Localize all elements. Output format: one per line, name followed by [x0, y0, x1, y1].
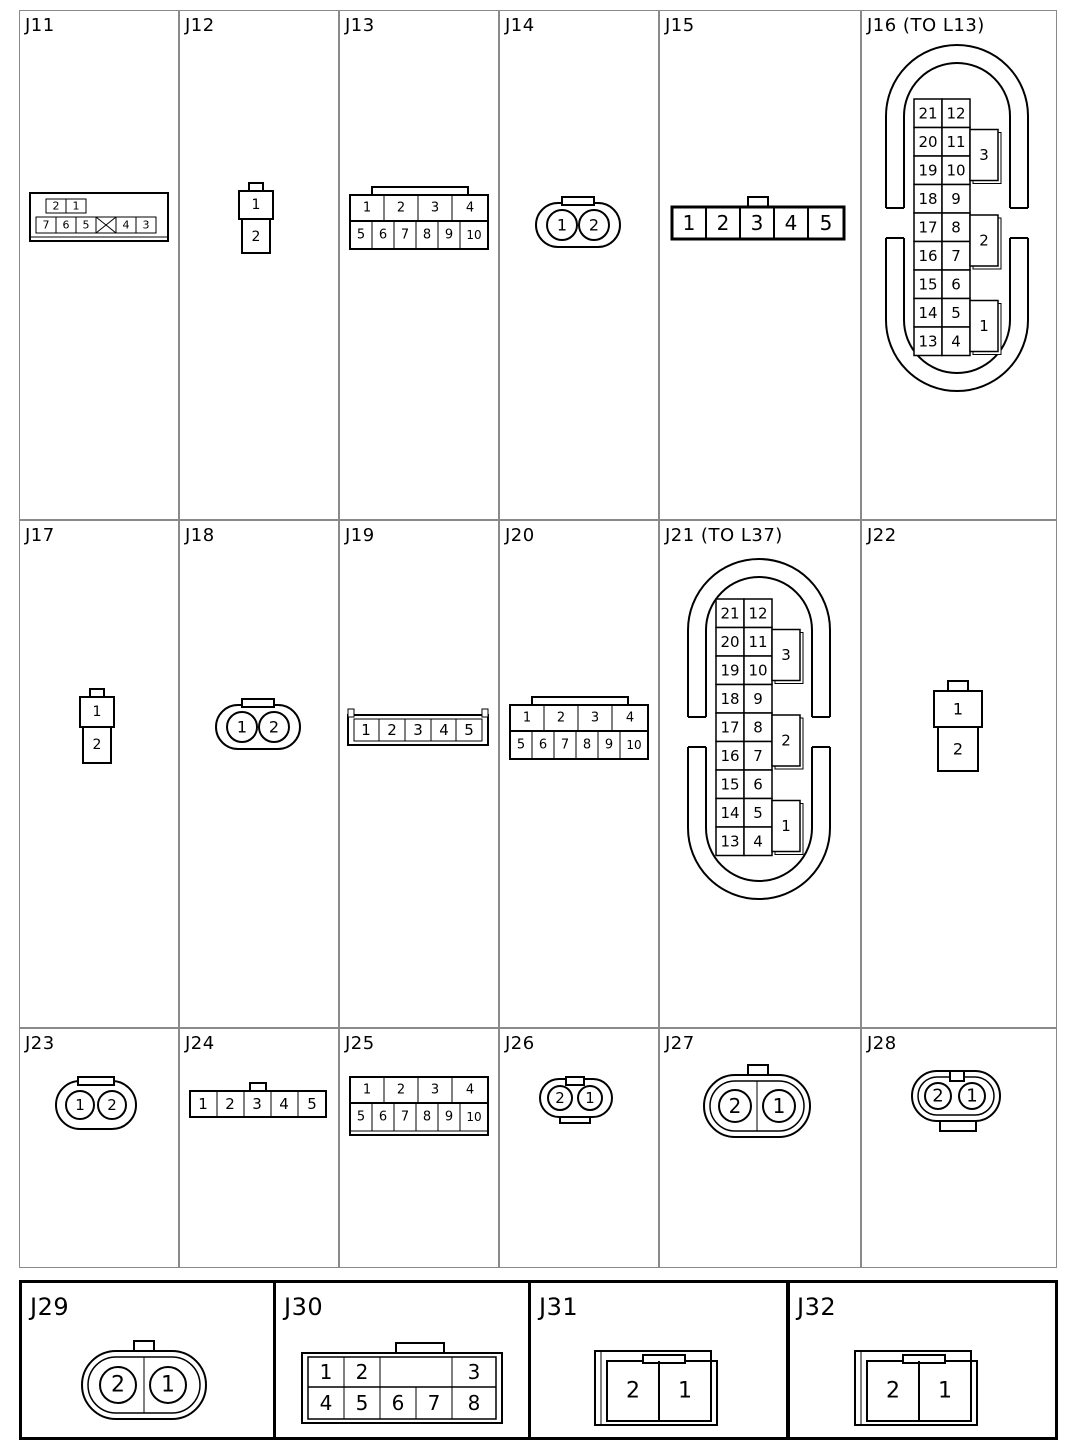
pin-label: 10: [946, 161, 966, 180]
pin-label: 15: [720, 775, 740, 794]
pin-label: 21: [720, 604, 740, 623]
svg-text:3: 3: [413, 721, 423, 739]
pin-label: 12: [946, 104, 966, 123]
pin-label: 15: [918, 275, 938, 294]
svg-text:5: 5: [307, 1095, 317, 1113]
pin-label: 4: [951, 332, 961, 351]
svg-text:3: 3: [750, 211, 764, 235]
pin-label: 12: [748, 604, 768, 623]
svg-text:1: 1: [682, 211, 696, 235]
svg-text:2: 2: [588, 215, 600, 235]
connector-cell-j16: [861, 10, 1057, 520]
pin-label: 13: [918, 332, 938, 351]
svg-text:7: 7: [560, 737, 570, 753]
svg-text:3: 3: [142, 218, 150, 232]
svg-text:7: 7: [400, 1109, 410, 1125]
svg-text:3: 3: [430, 1082, 440, 1098]
svg-text:5: 5: [356, 227, 366, 243]
svg-text:4: 4: [465, 200, 475, 216]
svg-text:2: 2: [92, 737, 102, 753]
connector-j25-diagram: [348, 1073, 492, 1139]
svg-text:6: 6: [391, 1391, 405, 1415]
svg-text:6: 6: [378, 227, 388, 243]
connector-label: J11: [25, 15, 55, 36]
connector-cell-j28: [861, 1028, 1057, 1268]
pin-label: 10: [748, 661, 768, 680]
connector-label: J20: [505, 525, 535, 546]
connector-j16-diagram: [884, 43, 1034, 395]
connector-label: J23: [25, 1033, 55, 1054]
svg-text:2: 2: [52, 199, 60, 213]
pin-label: 5: [951, 303, 961, 322]
svg-text:4: 4: [439, 721, 449, 739]
side-pin-label: 2: [979, 231, 989, 250]
svg-text:7: 7: [42, 218, 50, 232]
pin-label: 6: [753, 775, 763, 794]
connector-label: J18: [185, 525, 215, 546]
connector-label: J27: [665, 1033, 695, 1054]
connector-cell-j27: [659, 1028, 861, 1268]
connector-cell-j26: [499, 1028, 659, 1268]
connector-label: J14: [505, 15, 535, 36]
svg-text:2: 2: [555, 1089, 565, 1107]
connector-j27-diagram: [702, 1063, 816, 1143]
svg-text:7: 7: [427, 1391, 441, 1415]
svg-text:2: 2: [387, 721, 397, 739]
pin-label: 5: [753, 803, 763, 822]
svg-text:1: 1: [556, 215, 568, 235]
svg-text:2: 2: [556, 710, 566, 726]
svg-text:2: 2: [396, 200, 406, 216]
svg-text:10: 10: [626, 738, 642, 752]
connector-label: J21 (TO L37): [665, 525, 783, 546]
svg-text:1: 1: [362, 200, 372, 216]
svg-text:1: 1: [92, 704, 102, 720]
svg-text:2: 2: [268, 717, 280, 737]
connector-label: J29: [30, 1293, 70, 1321]
svg-text:2: 2: [626, 1378, 640, 1404]
pin-label: 18: [918, 189, 938, 208]
pin-label: 17: [918, 218, 938, 237]
svg-text:6: 6: [538, 737, 548, 753]
connector-j29-diagram: [80, 1339, 210, 1425]
pin-label: 7: [951, 246, 961, 265]
svg-text:7: 7: [400, 227, 410, 243]
connector-cell-j31: [528, 1280, 790, 1440]
svg-text:1: 1: [522, 710, 532, 726]
side-pin-label: 2: [781, 731, 791, 750]
pin-label: 7: [753, 746, 763, 765]
connector-label: J19: [345, 525, 375, 546]
svg-text:10: 10: [466, 228, 482, 242]
connector-label: J22: [867, 525, 897, 546]
svg-text:9: 9: [604, 737, 614, 753]
svg-text:5: 5: [82, 218, 90, 232]
connector-label: J26: [505, 1033, 535, 1054]
svg-text:1: 1: [72, 199, 80, 213]
svg-text:1: 1: [236, 717, 248, 737]
connector-cell-j21: [659, 520, 861, 1028]
svg-text:4: 4: [319, 1391, 333, 1415]
svg-text:1: 1: [952, 699, 964, 719]
pin-label: 21: [918, 104, 938, 123]
svg-text:1: 1: [362, 1082, 372, 1098]
svg-text:1: 1: [161, 1372, 175, 1398]
svg-text:5: 5: [516, 737, 526, 753]
pin-label: 4: [753, 832, 763, 851]
connector-label: J24: [185, 1033, 215, 1054]
pin-label: 6: [951, 275, 961, 294]
connector-cell-j13: [339, 10, 499, 520]
pin-label: 11: [946, 132, 966, 151]
pin-label: 17: [720, 718, 740, 737]
pin-label: 8: [753, 718, 763, 737]
svg-text:8: 8: [422, 227, 432, 243]
pin-label: 9: [951, 189, 961, 208]
connector-cell-j29: [19, 1280, 276, 1440]
connector-cell-j15: [659, 10, 861, 520]
svg-text:9: 9: [444, 1109, 454, 1125]
svg-text:2: 2: [932, 1085, 944, 1107]
svg-text:1: 1: [251, 197, 261, 213]
connector-cell-j22: [861, 520, 1057, 1028]
svg-text:2: 2: [728, 1094, 742, 1118]
svg-text:8: 8: [582, 737, 592, 753]
svg-text:5: 5: [819, 211, 833, 235]
svg-text:1: 1: [772, 1094, 786, 1118]
svg-text:1: 1: [938, 1378, 952, 1404]
svg-text:5: 5: [464, 721, 474, 739]
connector-cell-j18: [179, 520, 339, 1028]
connector-j28-diagram: [910, 1065, 1006, 1137]
svg-text:4: 4: [465, 1082, 475, 1098]
connector-cell-j19: [339, 520, 499, 1028]
svg-text:1: 1: [198, 1095, 208, 1113]
pin-label: 16: [720, 746, 740, 765]
connector-label: J25: [345, 1033, 375, 1054]
pin-label: 20: [720, 632, 740, 651]
svg-text:4: 4: [625, 710, 635, 726]
connector-j15-diagram: [670, 195, 850, 245]
svg-text:4: 4: [784, 211, 798, 235]
connector-label: J30: [284, 1293, 324, 1321]
connector-j24-diagram: [188, 1081, 332, 1123]
svg-text:1: 1: [319, 1360, 333, 1384]
svg-text:2: 2: [396, 1082, 406, 1098]
svg-text:1: 1: [75, 1096, 85, 1114]
pin-label: 19: [720, 661, 740, 680]
connector-j31-diagram: [593, 1343, 723, 1431]
connector-j18-diagram: [214, 697, 306, 757]
svg-text:2: 2: [886, 1378, 900, 1404]
pin-label: 18: [720, 689, 740, 708]
connector-cell-j12: [179, 10, 339, 520]
connector-j12-diagram: [237, 181, 277, 261]
connector-cell-j17: [19, 520, 179, 1028]
connector-j30-diagram: [300, 1341, 506, 1429]
svg-text:6: 6: [62, 218, 70, 232]
svg-text:6: 6: [378, 1109, 388, 1125]
connector-cell-j25: [339, 1028, 499, 1268]
svg-text:8: 8: [467, 1391, 481, 1415]
connector-j26-diagram: [538, 1073, 618, 1133]
connector-label: J13: [345, 15, 375, 36]
svg-text:1: 1: [361, 721, 371, 739]
connector-j22-diagram: [932, 679, 984, 775]
svg-text:2: 2: [952, 739, 964, 759]
pin-label: 13: [720, 832, 740, 851]
connector-j23-diagram: [54, 1073, 142, 1135]
connector-j20-diagram: [508, 695, 652, 765]
pin-label: 19: [918, 161, 938, 180]
svg-text:3: 3: [467, 1360, 481, 1384]
pin-label: 11: [748, 632, 768, 651]
connector-cell-j24: [179, 1028, 339, 1268]
connector-cell-j32: [786, 1280, 1058, 1440]
svg-text:8: 8: [422, 1109, 432, 1125]
svg-text:5: 5: [356, 1109, 366, 1125]
svg-text:2: 2: [251, 229, 261, 245]
side-pin-label: 1: [979, 317, 989, 335]
pin-label: 14: [720, 803, 740, 822]
svg-text:2: 2: [225, 1095, 235, 1113]
pin-label: 14: [918, 303, 938, 322]
pin-label: 20: [918, 132, 938, 151]
pin-label: 8: [951, 218, 961, 237]
pin-label: 9: [753, 689, 763, 708]
connector-j14-diagram: [534, 195, 626, 255]
svg-text:2: 2: [111, 1372, 125, 1398]
svg-text:4: 4: [279, 1095, 289, 1113]
connector-label: J32: [797, 1293, 837, 1321]
connector-label: J28: [867, 1033, 897, 1054]
svg-text:4: 4: [122, 218, 130, 232]
connector-j21-diagram: [686, 557, 836, 903]
connector-label: J31: [539, 1293, 579, 1321]
svg-text:1: 1: [585, 1089, 595, 1107]
svg-text:2: 2: [355, 1360, 369, 1384]
connector-label: J15: [665, 15, 695, 36]
connector-j32-diagram: [853, 1343, 983, 1431]
connector-cell-j30: [273, 1280, 531, 1440]
connector-label: J16 (TO L13): [867, 15, 985, 36]
svg-text:1: 1: [678, 1378, 692, 1404]
connector-cell-j14: [499, 10, 659, 520]
pin-label: 16: [918, 246, 938, 265]
connector-cell-j20: [499, 520, 659, 1028]
side-pin-label: 3: [781, 646, 791, 664]
svg-text:3: 3: [252, 1095, 262, 1113]
svg-text:10: 10: [466, 1110, 482, 1124]
svg-text:3: 3: [430, 200, 440, 216]
connector-label: J17: [25, 525, 55, 546]
svg-text:2: 2: [107, 1096, 117, 1114]
connector-cell-j11: [19, 10, 179, 520]
svg-text:9: 9: [444, 227, 454, 243]
connector-label: J12: [185, 15, 215, 36]
connector-j13-diagram: [348, 185, 492, 255]
svg-text:1: 1: [966, 1085, 978, 1107]
side-pin-label: 1: [781, 817, 791, 835]
svg-text:5: 5: [355, 1391, 369, 1415]
connector-j19-diagram: [346, 707, 492, 751]
svg-text:2: 2: [716, 211, 730, 235]
connector-j17-diagram: [78, 687, 118, 769]
svg-text:3: 3: [590, 710, 600, 726]
connector-cell-j23: [19, 1028, 179, 1268]
connector-j11-diagram: [28, 191, 170, 247]
side-pin-label: 3: [979, 146, 989, 164]
